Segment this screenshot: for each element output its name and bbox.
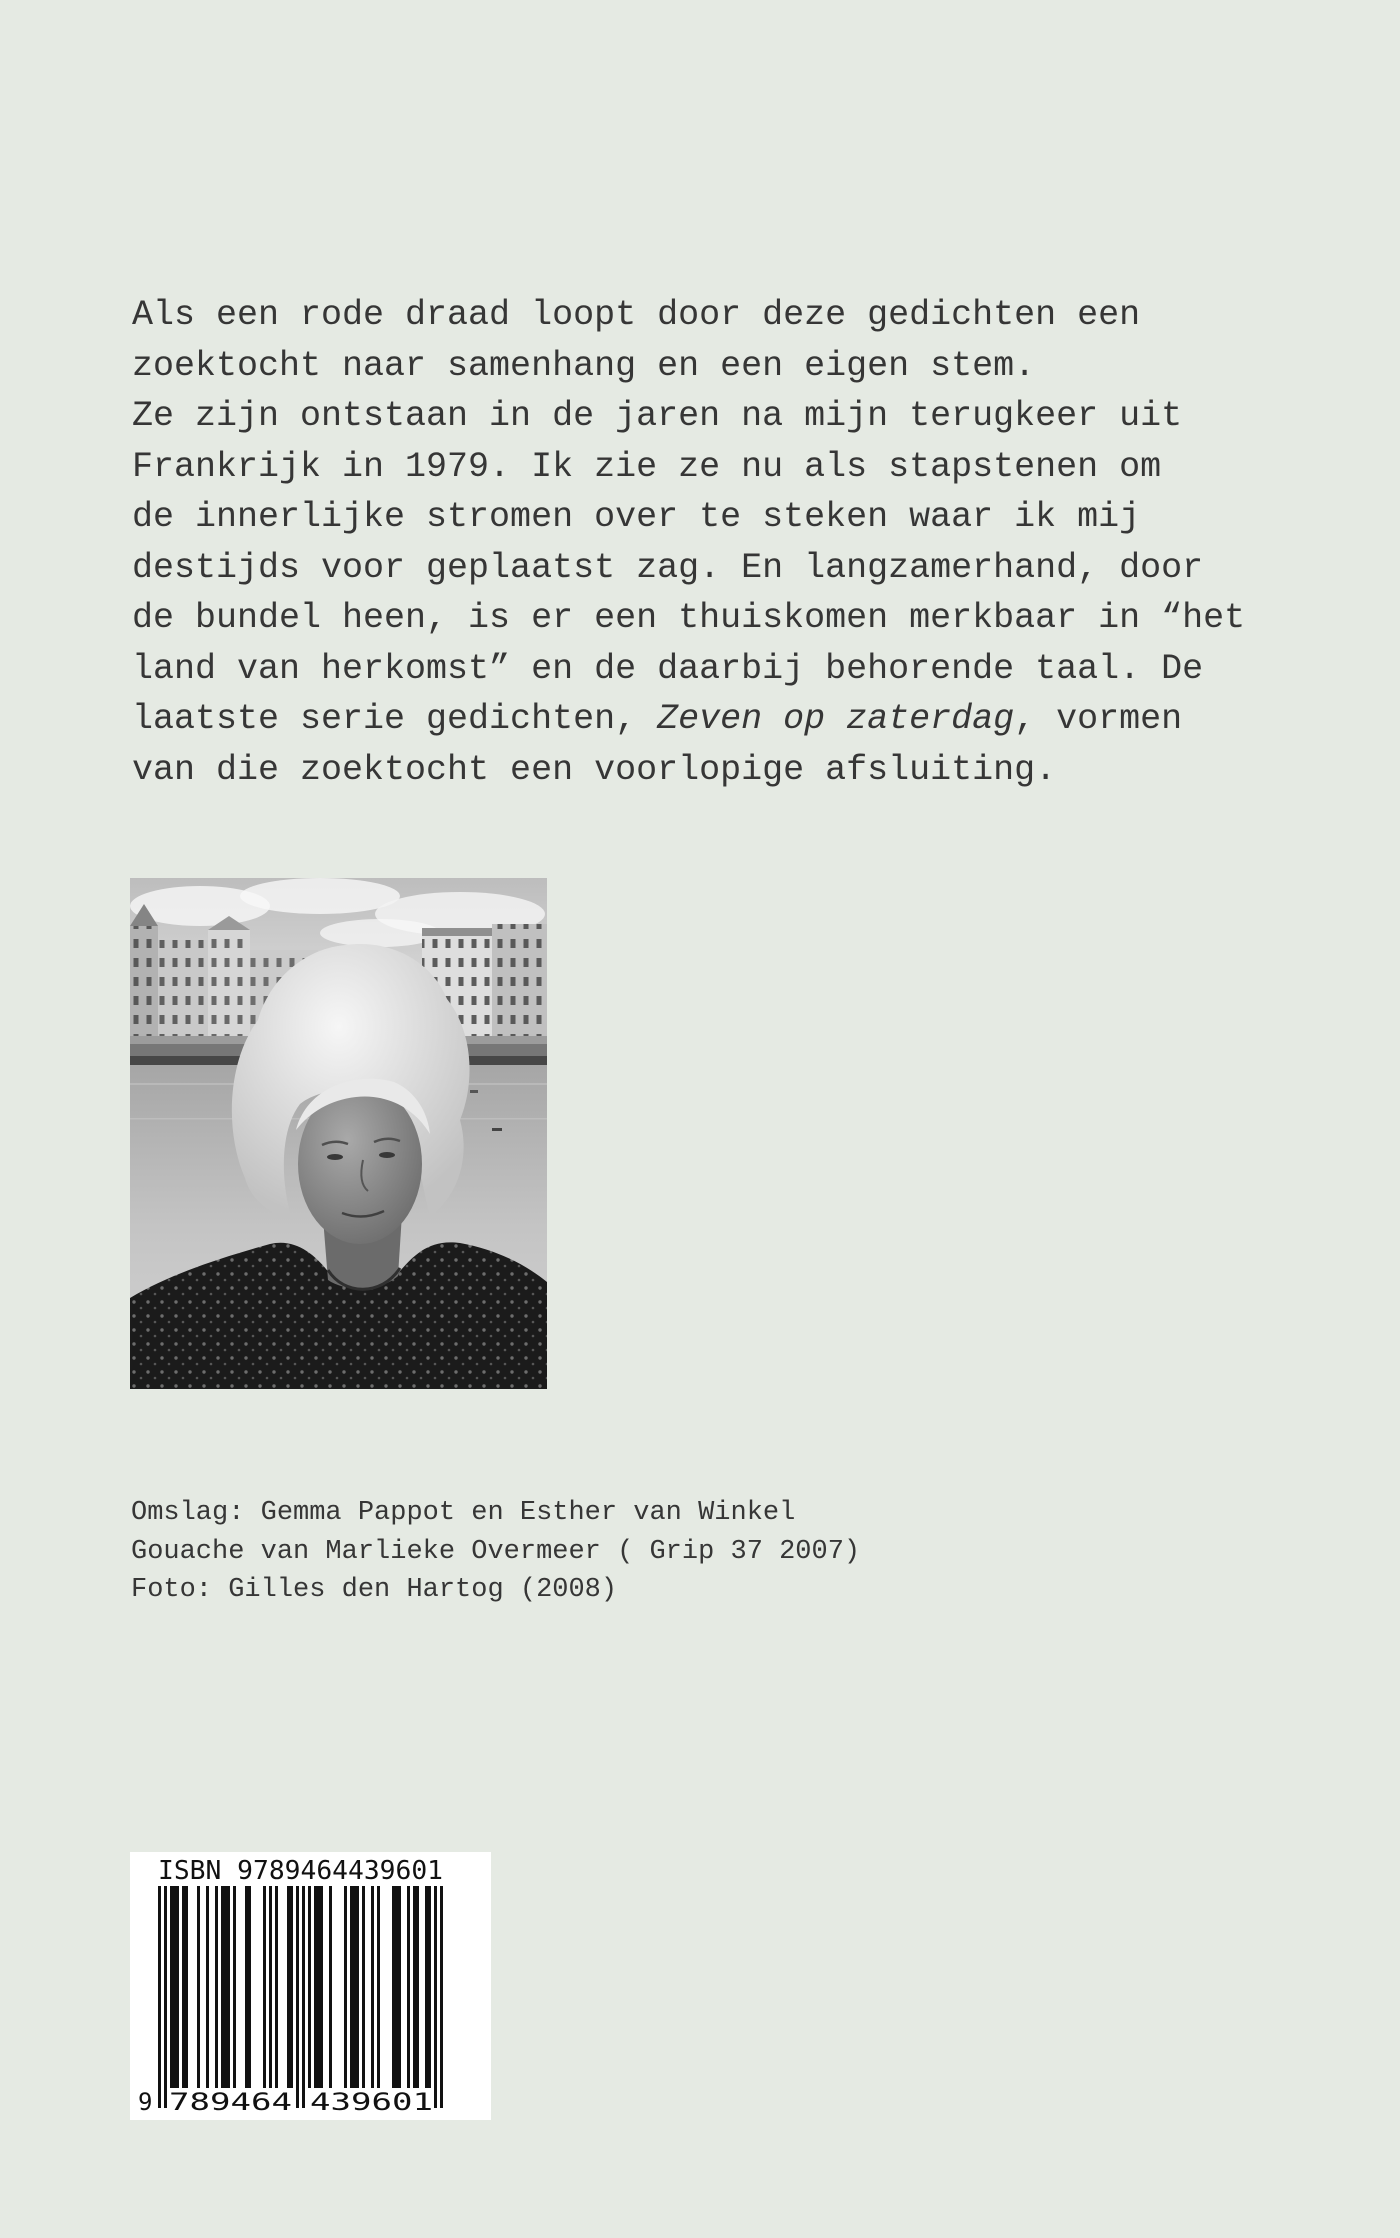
blurb-text [132,290,1245,795]
barcode-bars [158,1886,443,2108]
barcode-bar [425,1886,431,2088]
barcode-bar [275,1886,278,2088]
gouache-credit: Gouache van Marlieke Overmeer ( Grip 37 2007) [131,1536,861,1567]
barcode-bar [308,1886,311,2088]
barcode-bar [350,1886,359,2088]
author-photo [130,878,547,1389]
barcode-bar [170,1886,179,2088]
barcode-guard-bar [164,1886,167,2108]
barcode-right-digits: 439601 [310,2088,433,2116]
barcode-bar [413,1886,419,2088]
blurb-line: Ze zijn ontstaan in de jaren na mijn terugkeer uit [132,396,1183,436]
barcode-bar [407,1886,410,2088]
barcode-bar [392,1886,401,2088]
barcode-bar [269,1886,272,2088]
barcode-graphic [130,1852,491,2120]
barcode-bar [344,1886,347,2088]
barcode-bar [245,1886,251,2088]
isbn-barcode [130,1852,491,2120]
blurb-line: de bundel heen, is er een thuiskomen merkbaar in “het [132,598,1246,638]
cover-credit: Omslag: Gemma Pappot en Esther van Winkel [131,1498,796,1528]
collection-title: Zeven op zaterdag [657,699,1015,739]
isbn-label: ISBN 9789464439601 [158,1856,443,1886]
barcode-bar [221,1886,230,2088]
blurb-line: Frankrijk in 1979. Ik zie ze nu als stapstenen om [132,446,1162,487]
barcode-bar [206,1886,209,2088]
barcode-bar [314,1886,323,2088]
barcode-bar [329,1886,332,2088]
barcode-guard-bar [158,1886,161,2108]
barcode-bar [197,1886,200,2088]
credits [131,1494,860,1610]
barcode-bar [287,1886,293,2088]
blurb-line: Als een rode draad loopt door deze gedichten een [132,295,1141,335]
barcode-bar [233,1886,236,2088]
barcode-bar [362,1886,365,2088]
barcode-first-digit: 9 [138,2088,153,2116]
blurb-line: van die zoektocht een voorlopige afsluiting. [132,749,1057,790]
blurb-line: zoektocht naar samenhang en een eigen stem. [132,345,1036,386]
blurb-line: de innerlijke stromen over te steken waar ik mij [132,497,1141,537]
barcode-guard-bar [296,1886,299,2108]
barcode-guard-bar [434,1886,437,2108]
barcode-bar [371,1886,374,2088]
blurb-line-end: , vormen [1014,699,1183,739]
barcode-bar [263,1886,266,2088]
blurb-line: land van herkomst” en de daarbij behorende taal. De [132,648,1204,689]
barcode-left-digits: 789464 [169,2088,292,2116]
barcode-bar [377,1886,380,2088]
barcode-guard-bar [302,1886,305,2108]
blurb-line-start: laatste serie gedichten, [132,699,658,739]
barcode-bar [215,1886,218,2088]
photo-credit: Foto: Gilles den Hartog (2008) [131,1575,618,1605]
barcode-guard-bar [440,1886,443,2108]
blurb-line-with-title [132,694,1245,745]
blurb-line: destijds voor geplaatst zag. En langzamerhand, door [132,547,1204,588]
barcode-bar [182,1886,188,2088]
